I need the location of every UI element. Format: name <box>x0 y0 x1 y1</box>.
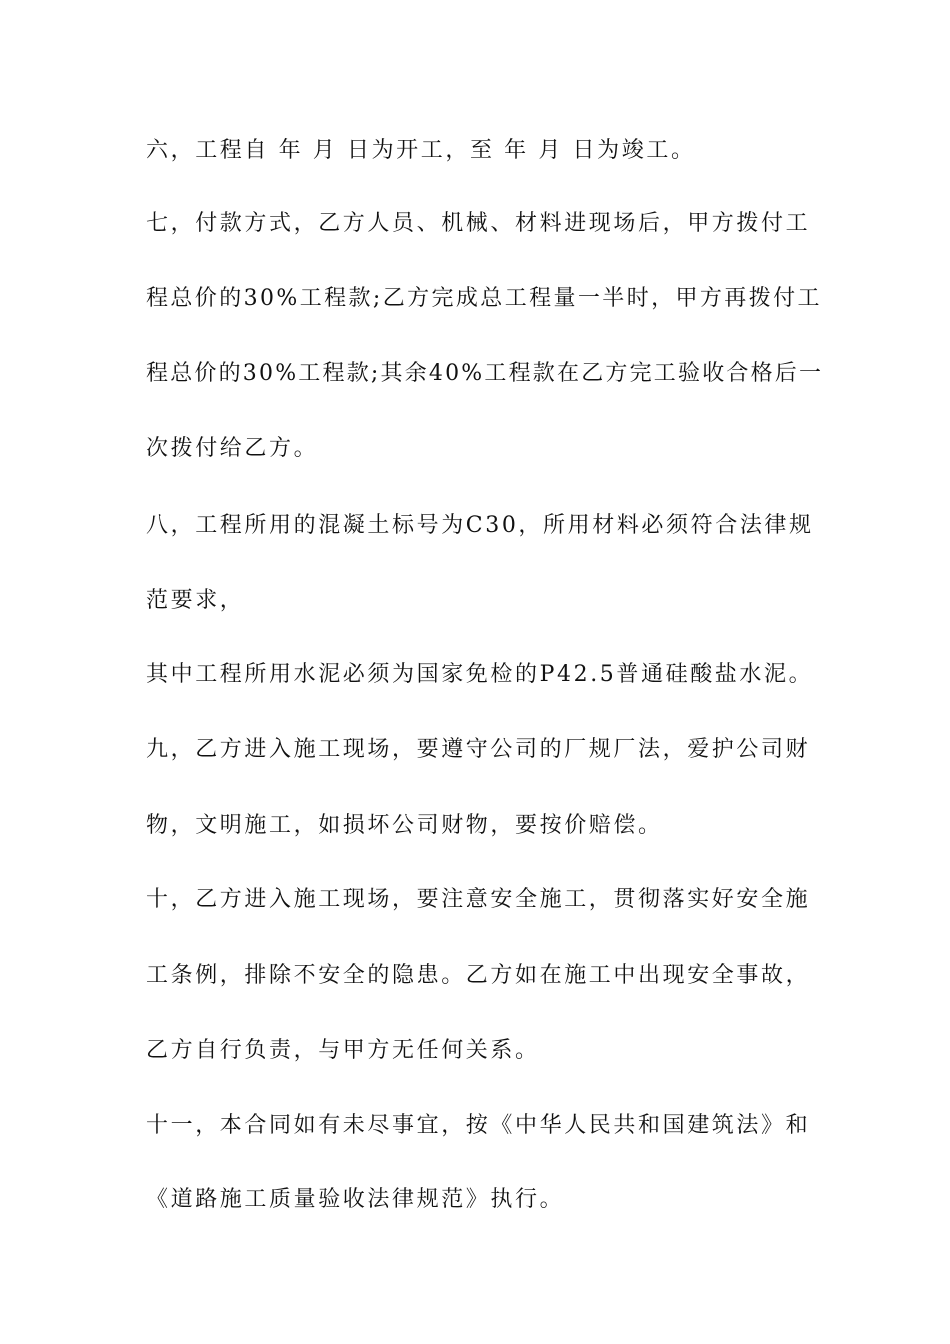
clause-7-line-1: 七，付款方式，乙方人员、机械、材料进现场后，甲方拨付工 <box>146 211 811 236</box>
clause-8-line-3: 其中工程所用水泥必须为国家免检的P42.5普通硅酸盐水泥。 <box>146 662 814 687</box>
clause-8-line-1: 八，工程所用的混凝土标号为C30，所用材料必须符合法律规 <box>146 513 814 538</box>
clause-7-line-2: 程总价的30%工程款;乙方完成总工程量一半时，甲方再拨付工 <box>146 286 822 311</box>
clause-9-line-1: 九，乙方进入施工现场，要遵守公司的厂规厂法，爱护公司财 <box>146 737 811 762</box>
clause-9-line-2: 物，文明施工，如损坏公司财物，要按价赔偿。 <box>146 813 663 838</box>
clause-6-line-1: 六，工程自 年 月 日为开工，至 年 月 日为竣工。 <box>146 138 696 163</box>
clause-11-line-2: 《道路施工质量验收法律规范》执行。 <box>146 1187 565 1212</box>
clause-10-line-2: 工条例，排除不安全的隐患。乙方如在施工中出现安全事故， <box>146 963 811 988</box>
clause-8-line-2: 范要求， <box>146 588 245 613</box>
clause-7-line-4: 次拨付给乙方。 <box>146 436 319 461</box>
clause-10-line-1: 十，乙方进入施工现场，要注意安全施工，贯彻落实好安全施 <box>146 887 811 912</box>
clause-10-line-3: 乙方自行负责，与甲方无任何关系。 <box>146 1038 540 1063</box>
clause-11-line-1: 十一，本合同如有未尽事宜，按《中华人民共和国建筑法》和 <box>146 1113 811 1138</box>
clause-7-line-3: 程总价的30%工程款;其余40%工程款在乙方完工验收合格后一 <box>146 361 824 386</box>
